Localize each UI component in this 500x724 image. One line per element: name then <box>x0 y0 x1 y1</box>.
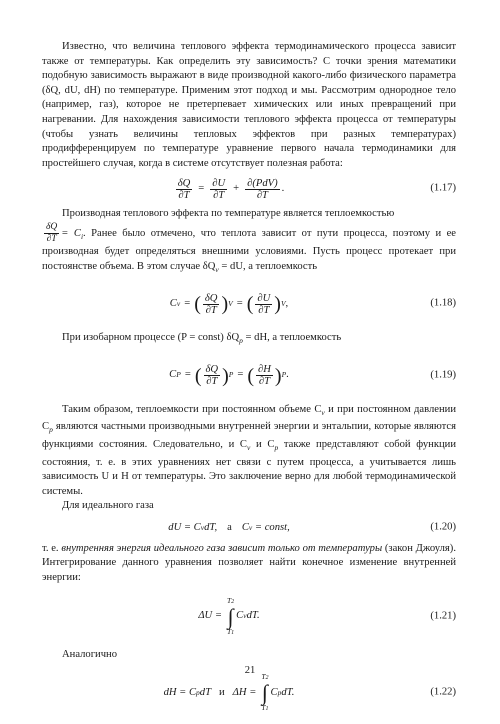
fraction: $\frac{\delta Q}{\partial T}$ <box>177 177 191 201</box>
paragraph-intro-text: Известно, что величина теплового эффекта термодинамического процесса зависит также от температуры. Как определить эту зависимость? С точки зрения математики подобную зависимость выражают в виде производной какого-либо физического параметра (δQ, dU, dH) по температуре. Применим этот подход и мы. Рассмотрим однородное тело (например, газ), которое не претерпевает химических или иных превращений при нагревании. Для нахождения зависимости теплового эффекта процесса от температуры (чтобы узнать величины тепловых эффектов при разных температурах) продифференцируем по температуре уравнение первого начала термодинамики для простейшего случая, когда в системе отсутствует полезная работа: <box>42 41 456 169</box>
paragraph-joule-law: т. е. внутренняя энергия идеального газа зависит только от температуры (закон Джоуля). Интегрирование данного уравнения позволяет найти конечное изменение внутренней энергии: <box>42 542 456 584</box>
paragraph-conclusion: Таким образом, теплоемкости при постоянном объеме $C_v$ и при постоянном давлении $C_p$ являются частными производными внутренней энергии и энтальпии, которые являются функциями состояния. Следовательно, и $C_v$ и $C_p$ также представляют собой функции состояния, т. е. в этих уравнениях нет связи с путем процесса, а учитывается лишь зависимость U и H от температуры. Это заключение верно для любой термодинамической системы. <box>42 403 456 497</box>
equation-number: (1.18) <box>430 297 456 309</box>
integral-sign: T2 ∫ T1 <box>227 595 235 636</box>
paragraph-analogously: Аналогично <box>62 648 118 660</box>
paragraph-heat-capacity: Производная теплового эффекта по температуре является теплоемкостью <box>62 208 395 220</box>
paragraph-heat-capacity-cont: $\frac{\delta Q}{\partial T}$ = $C_i$. Ранее было отмечено, что теплота зависит от пути процесса, поэтому и ее производная будет определяться внешними условиями. Пусть процесс протекает при постоянстве объема. В этом случае $\delta Q_v$ = dU, а теплоемкость <box>42 221 456 274</box>
paragraph-ideal-gas: Для идеального газа <box>62 500 154 512</box>
equation-number: (1.19) <box>430 369 456 381</box>
equation-1-21: ΔU = T2 ∫ T1 C v dT. (1.21) <box>198 595 456 636</box>
equation-1-20: dU = C v dT, а C v = const, (1.20) <box>42 519 456 537</box>
equation-1-22: dH = C p dT и ΔH = T2 ∫ T1 C p dT. (1.22) <box>163 672 456 713</box>
fraction: $\frac{\partial U}{\partial T}$ <box>212 177 226 201</box>
equation-number: (1.17) <box>430 183 456 195</box>
equation-1-19: C P = ( $\frac{\delta Q}{\partial T}$ ) P = ( $\frac{\partial H}{\partial T}$ ) P . (1.19) <box>169 364 456 388</box>
fraction: $\frac{\text{∂(PdV)}}{\partial T}$ <box>247 177 278 201</box>
integral-sign: T2 ∫ T1 <box>261 672 269 713</box>
equation-number: (1.20) <box>430 521 456 533</box>
paragraph-intro <box>42 40 456 171</box>
paragraph-isobaric: При изобарном процессе (P = const) $\delta Q_p$ = dH, а теплоемкость <box>62 332 342 346</box>
equation-number: (1.21) <box>430 610 456 622</box>
text-column <box>42 40 456 724</box>
equation-1-17: $\frac{\delta Q}{\partial T}$ = $\frac{\partial U}{\partial T}$ + $\frac{\text{∂(PdV)}}{\partial T}$ . (1.17) <box>177 177 456 201</box>
equation-1-18: C v = ( $\frac{\delta Q}{\partial T}$ ) V = ( $\frac{\partial U}{\partial T}$ ) V , (1.18) <box>169 292 456 316</box>
page-number: 21 <box>244 665 256 676</box>
inline-fraction: $\frac{\delta Q}{\partial T}$ <box>46 221 58 244</box>
equation-number: (1.22) <box>430 686 456 698</box>
